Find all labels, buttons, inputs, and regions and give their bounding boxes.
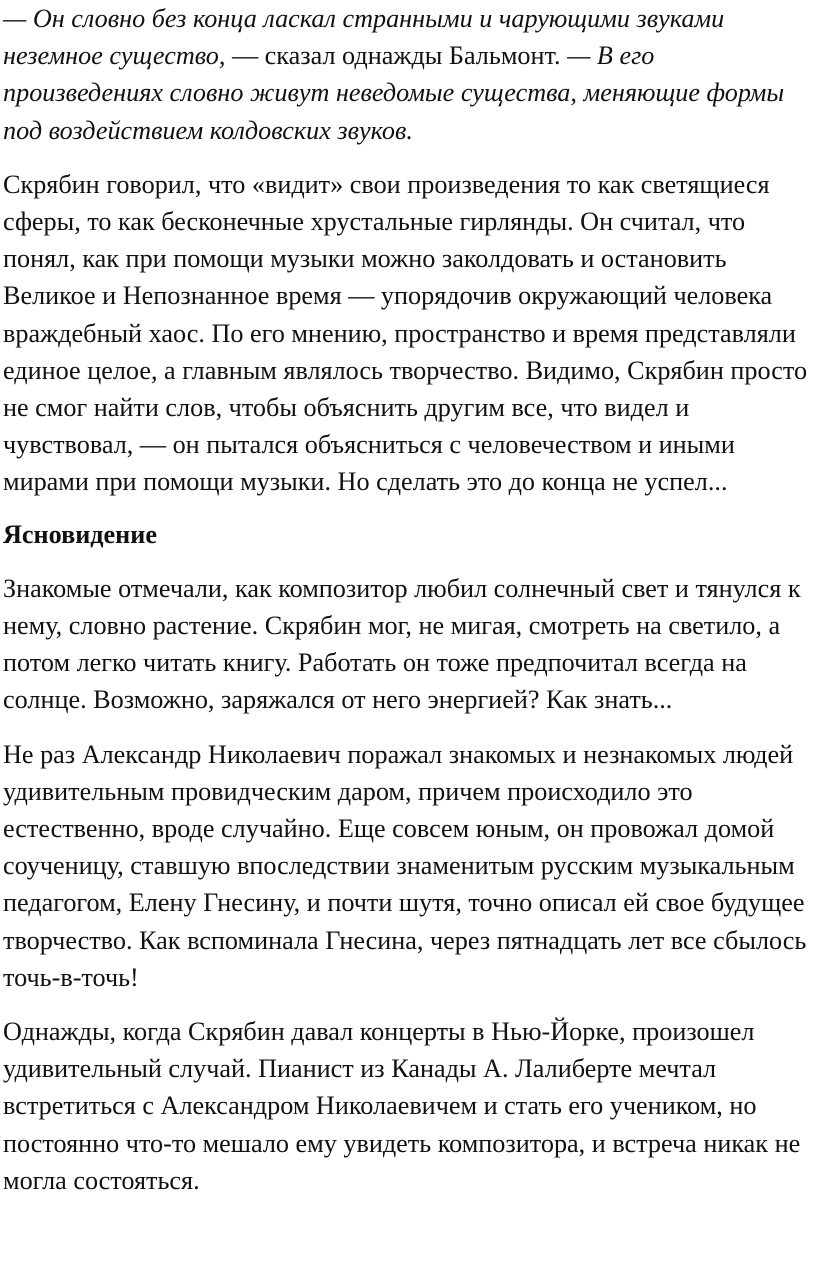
section-heading: Ясновидение (3, 519, 157, 549)
body-paragraph-4: Однажды, когда Скрябин давал концерты в Нью-Йорке, произошел удивительный случай. Пианист из Канады А. Лалиберте мечтал встретиться с Александром Николаевичем и стать его учеником, но постоянно что-то мешало ему увидеть композитора, и встреча никак не могла состояться. (3, 1017, 801, 1195)
quote-paragraph (3, 0, 815, 149)
quote-italic-start: — Он словно без конца ласкал странными и чарующими звуками неземное существо, (3, 4, 725, 71)
body-paragraph-2: Знакомые отмечали, как композитор любил солнечный свет и тянулся к нему, словно растение. Скрябин мог, не мигая, смотреть на светило, а потом легко читать книгу. Работать он тоже предпочитал всегда на солнце. Возможно, заряжался от него энергией? Как знать... (3, 573, 801, 715)
body-paragraph-3: Не раз Александр Николаевич поражал знакомых и незнакомых людей удивительным провидческим даром, причем происходило это естественно, вроде случайно. Еще совсем юным, он провожал домой соученицу, ставшую впоследствии знаменитым русским музыкальным педагогом, Елену Гнесину, и почти шутя, точно описал ей свое будущее творчество. Как вспоминала Гнесина, через пятнадцать лет все сбылось точь-в-точь! (3, 739, 807, 992)
document-page (3, 0, 815, 1199)
quote-attribution: — сказал однажды Бальмонт. (225, 41, 561, 71)
body-paragraph-1: Скрябин говорил, что «видит» свои произведения то как светящиеся сферы, то как бесконечные хрустальные гирлянды. Он считал, что понял, как при помощи музыки можно заколдовать и остановить Великое и Непознанное время — упорядочив окружающий человека враждебный хаос. По его мнению, пространство и время представляли единое целое, а главным являлось творчество. Видимо, Скрябин просто не смог найти слов, чтобы объяснить другим все, что видел и чувствовал, — он пытался объясниться с человечеством и иными мирами при помощи музыки. Но сделать это до конца не успел... (3, 169, 808, 497)
quote-italic-end: — В его произведениях словно живут неведомые существа, меняющие формы под воздействием колдовских звуков. (3, 41, 785, 145)
